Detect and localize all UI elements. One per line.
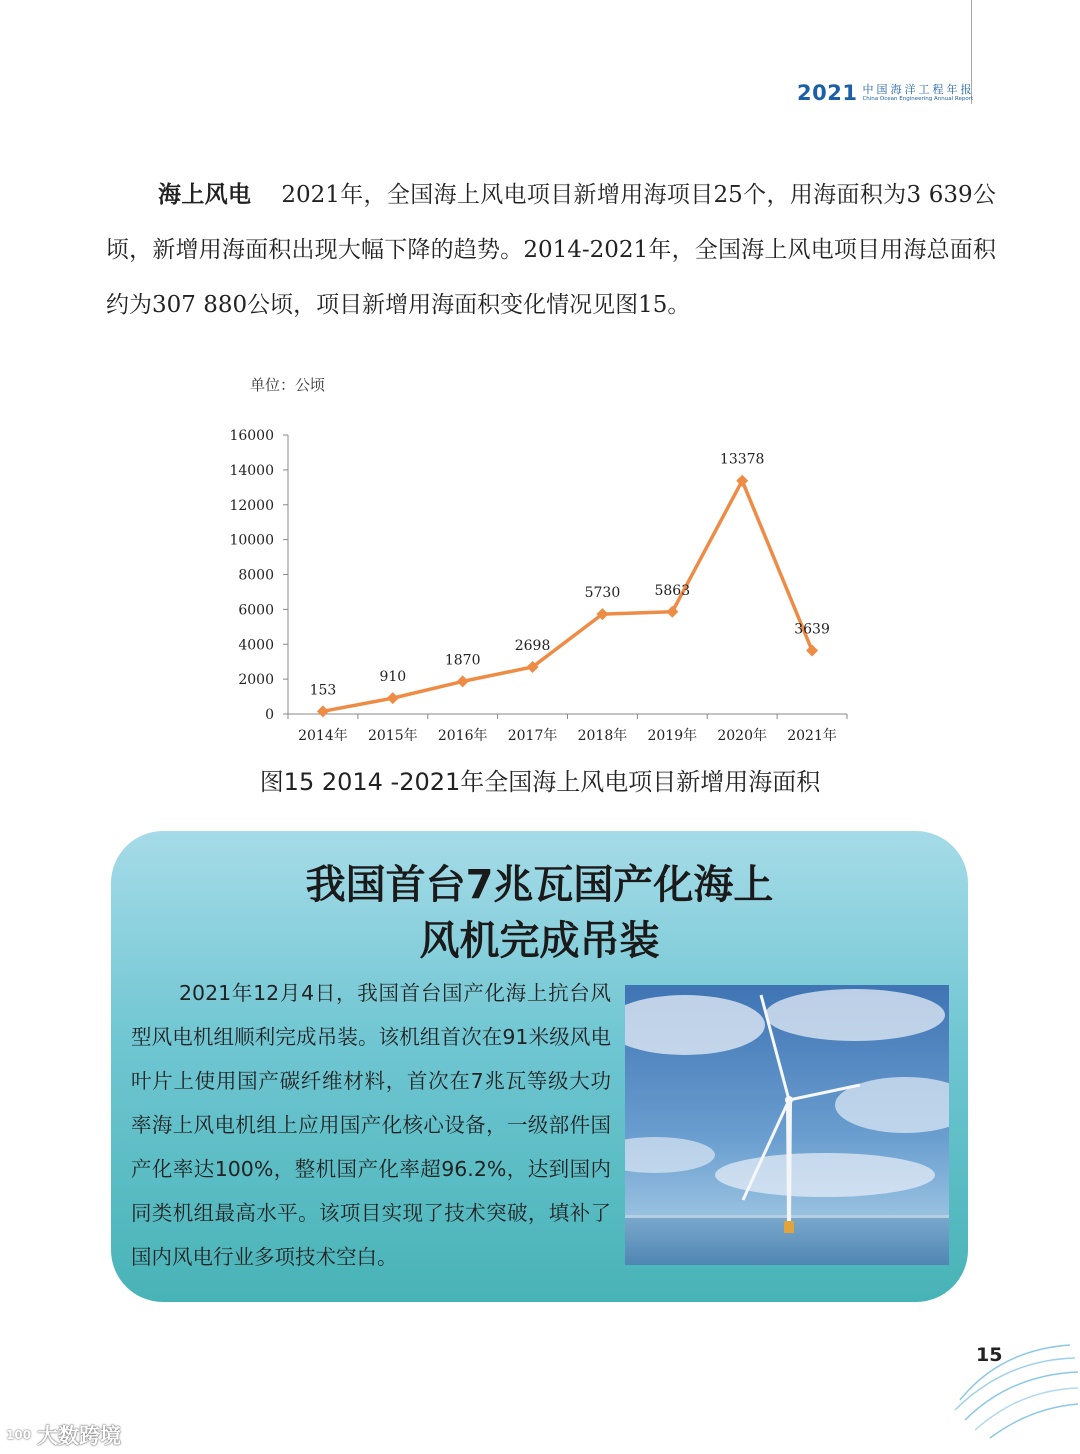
paragraph-body: 2021年，全国海上风电项目新增用海项目25个，用海面积为3 639公顷，新增用海面积出现大幅下降的趋势。2014-2021年，全国海上风电项目用海总面积约为307 880公顷，项目新增用海面积变化情况见图15。 (106, 182, 996, 318)
header-titles (862, 84, 974, 103)
data-label: 153 (309, 682, 337, 699)
data-label: 910 (379, 669, 407, 686)
y-tick-label: 8000 (238, 567, 274, 584)
data-point (457, 675, 469, 687)
header-title-en: China Ocean Engineering Annual Report (862, 95, 974, 102)
page-number: 15 (976, 1344, 1003, 1366)
data-label: 13378 (719, 451, 765, 468)
feature-title-line2: 风机完成吊装 (419, 918, 660, 964)
watermark (6, 1420, 121, 1450)
running-header (797, 78, 974, 108)
y-tick-label: 6000 (238, 602, 274, 619)
data-point (387, 692, 399, 704)
y-tick-label: 14000 (229, 462, 274, 479)
body-paragraph (106, 168, 996, 333)
x-axis (288, 714, 847, 744)
x-tick-label: 2014年 (298, 728, 348, 744)
data-point (317, 705, 329, 717)
watermark-logo: 100 (6, 1428, 32, 1442)
data-label: 5730 (584, 585, 621, 602)
x-tick-label: 2019年 (647, 728, 698, 744)
feature-title (111, 857, 968, 969)
data-label: 2698 (514, 637, 551, 654)
header-year: 2021 (797, 81, 858, 105)
y-tick-label: 12000 (229, 497, 274, 514)
data-label: 1870 (444, 652, 481, 669)
feature-box (111, 831, 968, 1302)
decorative-wave (950, 1330, 1080, 1440)
paragraph-lead: 海上风电 (158, 182, 252, 208)
watermark-text: 大数跨境 (37, 1424, 122, 1448)
feature-text-body: 2021年12月4日，我国首台国产化海上抗台风型风电机组顺利完成吊装。该机组首次在91米级风电叶片上使用国产碳纤维材料，首次在7兆瓦等级大功率海上风电机组上应用国产化核心设备，一级部件国产化率达100%，整机国产化率超96.2%，达到国内同类机组最高水平。该项目实现了技术突破，填补了国内风电行业多项技术空白。 (131, 981, 611, 1269)
feature-title-line1: 我国首台7兆瓦国产化海上 (305, 862, 774, 908)
y-tick-label: 10000 (229, 532, 274, 549)
x-tick-label: 2015年 (367, 728, 418, 744)
y-tick-label: 2000 (238, 672, 274, 689)
feature-text (131, 971, 611, 1279)
x-tick-label: 2021年 (787, 728, 837, 744)
header-title-cn: 中国海洋工程年报 (862, 82, 975, 96)
chart-unit-label: 单位：公顷 (250, 376, 326, 394)
y-axis (229, 428, 288, 723)
x-tick-label: 2017年 (507, 728, 558, 744)
data-labels (310, 452, 830, 699)
line-chart (220, 420, 860, 760)
data-label: 3639 (794, 621, 830, 638)
wind-turbine-photo (625, 985, 949, 1265)
x-tick-label: 2020年 (717, 728, 768, 744)
data-point (806, 645, 818, 657)
figure-caption: 图15 2014 -2021年全国海上风电项目新增用海面积 (259, 768, 821, 796)
x-tick-label: 2018年 (577, 728, 628, 744)
x-tick-label: 2016年 (437, 728, 488, 744)
y-tick-label: 16000 (229, 428, 274, 444)
data-label: 5863 (654, 582, 691, 599)
y-tick-label: 4000 (238, 637, 274, 654)
y-tick-label: 0 (265, 707, 274, 723)
